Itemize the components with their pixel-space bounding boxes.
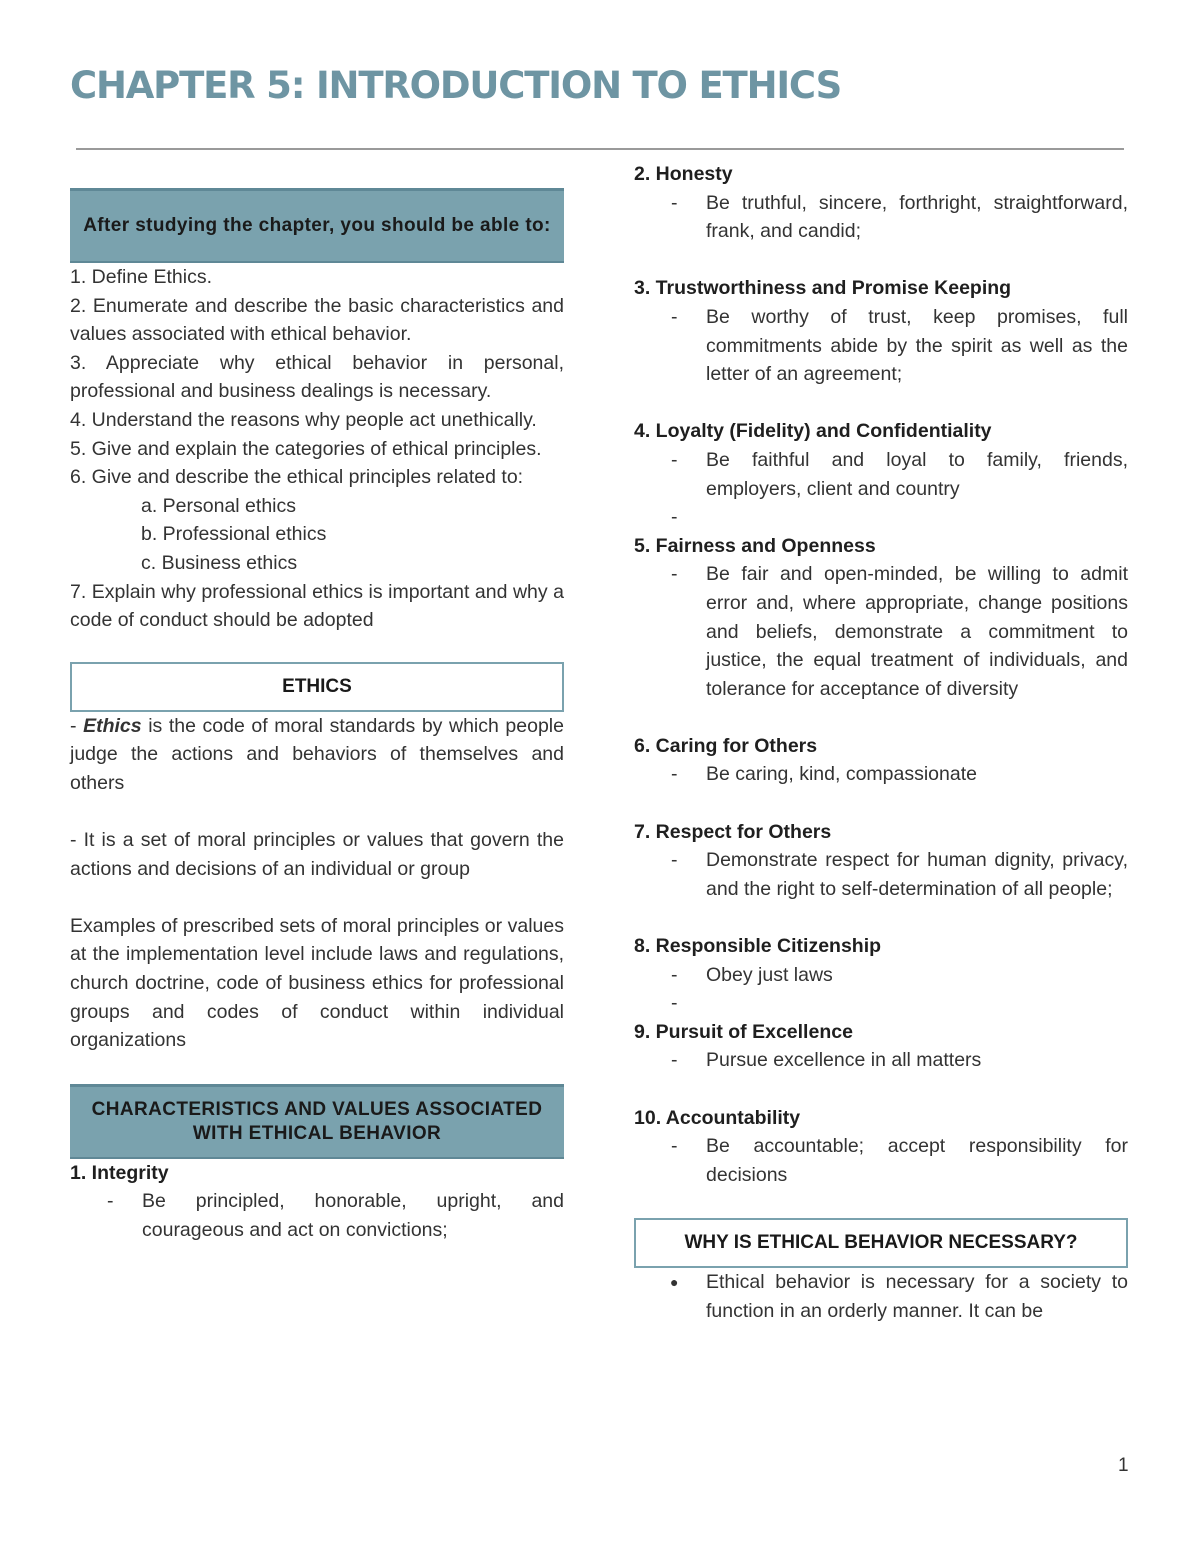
objective-item: 7. Explain why professional ethics is important and why a code of conduct should be adopted (70, 580, 564, 632)
dash-marker: - (671, 992, 678, 1015)
title-divider (76, 148, 1124, 150)
left-column (70, 188, 564, 1245)
value-item (634, 189, 1128, 246)
dash-marker: - (671, 563, 678, 586)
value-text: Be truthful, sincere, forthright, straightforward, frank, and candid; (706, 191, 1128, 243)
integrity-title: 1. Integrity (70, 1161, 169, 1184)
value-title: 10. Accountability (634, 1106, 801, 1129)
ethics-definition (70, 712, 564, 798)
value-text: Be faithful and loyal to family, friends, employers, client and country (706, 448, 1128, 500)
value-item (634, 560, 1128, 703)
dash-marker: - (671, 506, 678, 529)
right-column (634, 160, 1128, 1326)
dash-marker: - (671, 448, 678, 471)
value-title: 4. Loyalty (Fidelity) and Confidentiality (634, 420, 992, 443)
objective-item: 2. Enumerate and describe the basic characteristics and values associated with ethical behavior. (70, 294, 564, 346)
value-text: Demonstrate respect for human dignity, privacy, and the right to self-determination of all people; (706, 849, 1128, 900)
why-header-box (634, 1218, 1128, 1268)
value-item (634, 1046, 1128, 1075)
objective-item: 5. Give and explain the categories of ethical principles. (70, 437, 542, 460)
value-text: Be caring, kind, compassionate (706, 763, 977, 786)
ethics-header-box (70, 662, 564, 712)
dash-marker: - (671, 1049, 678, 1072)
objective-item: 4. Understand the reasons why people act unethically. (70, 408, 537, 431)
value-text: Obey just laws (706, 963, 833, 986)
ethics-definition-text: is the code of moral standards by which people judge the actions and behaviors of themselves and others (70, 714, 564, 794)
bullet-icon: ● (670, 1274, 679, 1291)
ethics-paragraph: - It is a set of moral principles or values that govern the actions and decisions of an individual or group (70, 829, 564, 880)
value-item (634, 303, 1128, 389)
value-text: Be worthy of trust, keep promises, full commitments abide by the spirit as well as the letter of an agreement; (706, 305, 1128, 386)
characteristics-header-box (70, 1084, 564, 1159)
dash-marker: - (671, 763, 678, 786)
page-number: 1 (1118, 1455, 1129, 1476)
value-title: 9. Pursuit of Excellence (634, 1020, 853, 1043)
ethics-examples: Examples of prescribed sets of moral principles or values at the implementation level include laws and regulations, church doctrine, code of business ethics for professional groups and codes of conduct within individual organizations (70, 914, 564, 1052)
value-title: 3. Trustworthiness and Promise Keeping (634, 277, 1012, 300)
page-title: CHAPTER 5: INTRODUCTION TO ETHICS (70, 64, 842, 107)
ethics-header: ETHICS (282, 675, 352, 697)
value-item (634, 1132, 1128, 1189)
dash-marker: - (671, 305, 678, 328)
value-text: Be fair and open-minded, be willing to admit error and, where appropriate, change positions and beliefs, demonstrate a commitment to justice, the equal treatment of individuals, and tolerance for acceptance of diversity (706, 563, 1128, 700)
objective-subitem: a. Personal ethics (141, 494, 297, 517)
value-item (634, 846, 1128, 903)
value-title: 2. Honesty (634, 163, 733, 185)
value-text: Pursue excellence in all matters (706, 1049, 982, 1072)
value-item (634, 961, 1128, 990)
objective-item: 3. Appreciate why ethical behavior in personal, professional and business dealings is necessary. (70, 351, 564, 403)
dash-marker: - (671, 1135, 678, 1158)
value-text: Be accountable; accept responsibility for decisions (706, 1135, 1128, 1186)
value-item (634, 446, 1128, 503)
value-item (634, 760, 1128, 789)
dash-marker: - (671, 849, 678, 872)
value-title: 8. Responsible Citizenship (634, 935, 882, 958)
dash-marker: - (671, 963, 678, 986)
empty-item (634, 503, 1128, 532)
dash-marker: - (671, 191, 678, 214)
value-title: 5. Fairness and Openness (634, 534, 876, 557)
objectives-header: After studying the chapter, you should be able to: (83, 215, 551, 236)
objectives-header-box (70, 188, 564, 263)
objective-item: 6. Give and describe the ethical principles related to: (70, 466, 524, 489)
objective-subitem: c. Business ethics (141, 551, 298, 574)
why-header: WHY IS ETHICAL BEHAVIOR NECESSARY? (684, 1232, 1078, 1254)
empty-item (634, 989, 1128, 1018)
integrity-item (70, 1187, 564, 1244)
why-text: Ethical behavior is necessary for a society to function in an orderly manner. It can be (706, 1271, 1128, 1322)
value-title: 6. Caring for Others (634, 734, 818, 757)
objective-item: 1. Define Ethics. (70, 266, 212, 288)
ethics-term: Ethics (83, 714, 142, 737)
why-item (634, 1268, 1128, 1325)
characteristics-header: CHARACTERISTICS AND VALUES ASSOCIATED WITH ETHICAL BEHAVIOR (91, 1098, 543, 1144)
ethics-dash: - (70, 714, 84, 737)
value-title: 7. Respect for Others (634, 820, 832, 843)
objective-subitem: b. Professional ethics (141, 523, 327, 546)
integrity-text: Be principled, honorable, upright, and courageous and act on convictions; (142, 1190, 564, 1242)
dash-marker: - (107, 1190, 114, 1213)
